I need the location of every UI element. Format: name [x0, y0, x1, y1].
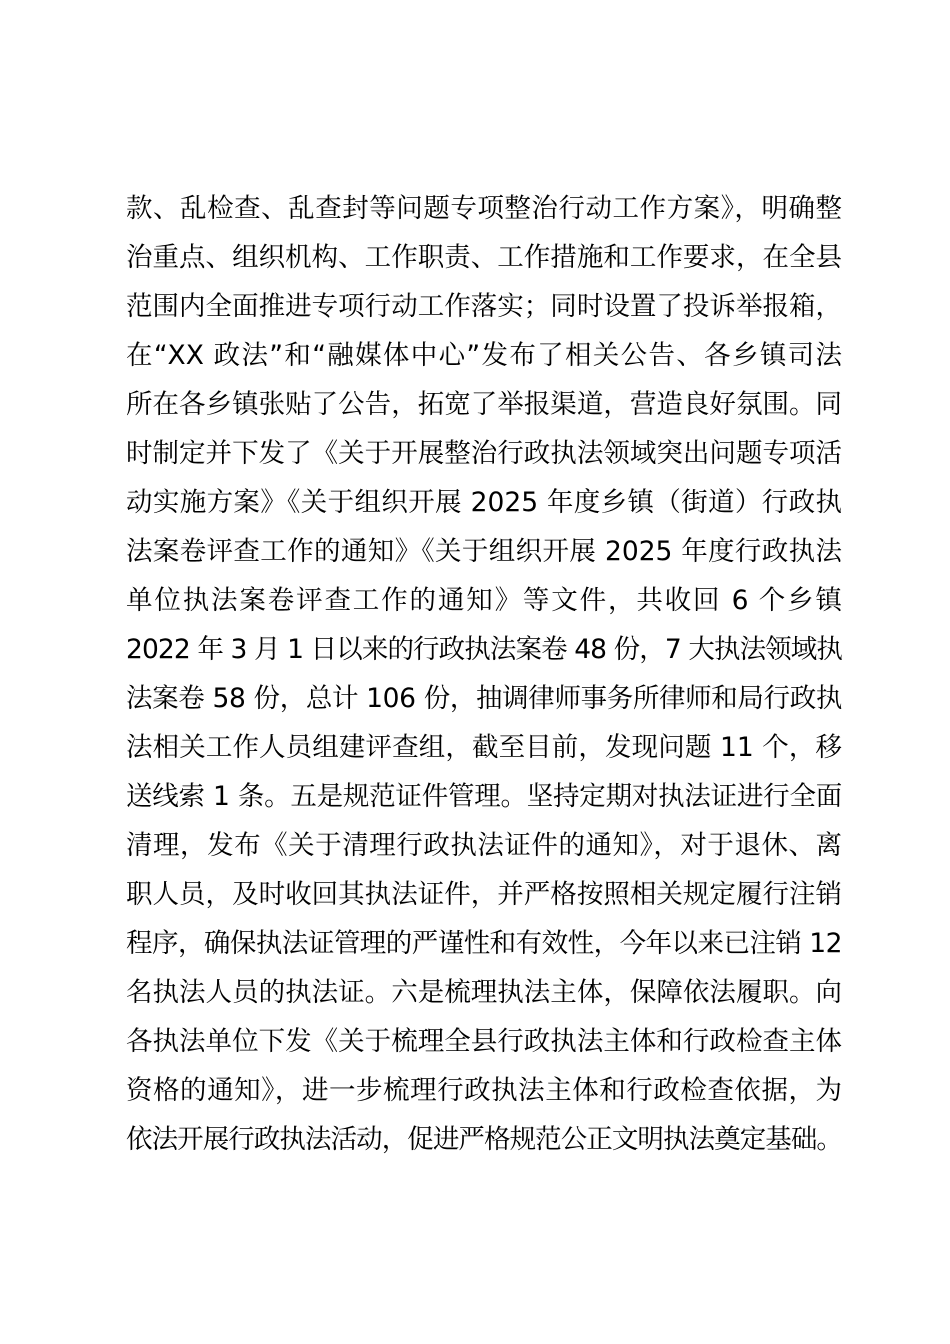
text-line-6: 时制定并下发了《关于开展整治行政执法领域突出问题专项活 [126, 438, 842, 469]
text-line-5: 所在各乡镇张贴了公告，拓宽了举报渠道，营造良好氛围。同 [126, 389, 842, 420]
text-line-9: 单位执法案卷评查工作的通知》等文件，共收回 6 个乡镇 [126, 585, 842, 616]
text-line-14: 清理，发布《关于清理行政执法证件的通知》，对于退休、离 [126, 830, 842, 861]
body-paragraph [126, 184, 842, 1164]
text-line-7: 动实施方案》《关于组织开展 2025 年度乡镇（街道）行政执 [126, 487, 842, 518]
text-line-10: 2022 年 3 月 1 日以来的行政执法案卷 48 份，7 大执法领域执 [126, 634, 842, 665]
text-line-15: 职人员，及时收回其执法证件，并严格按照相关规定履行注销 [126, 879, 842, 910]
text-line-2: 治重点、组织机构、工作职责、工作措施和工作要求，在全县 [126, 242, 842, 273]
text-line-13: 送线索 1 条。五是规范证件管理。坚持定期对执法证进行全面 [126, 781, 842, 812]
text-line-4: 在“XX 政法”和“融媒体中心”发布了相关公告、各乡镇司法 [126, 340, 842, 371]
text-line-11: 法案卷 58 份，总计 106 份，抽调律师事务所律师和局行政执 [126, 683, 842, 714]
text-line-8: 法案卷评查工作的通知》《关于组织开展 2025 年度行政执法 [126, 536, 842, 567]
text-line-16: 程序，确保执法证管理的严谨性和有效性，今年以来已注销 12 [126, 928, 842, 959]
text-line-1: 款、乱检查、乱查封等问题专项整治行动工作方案》，明确整 [126, 193, 842, 224]
text-line-12: 法相关工作人员组建评查组，截至目前，发现问题 11 个，移 [126, 732, 842, 763]
text-line-19: 资格的通知》，进一步梳理行政执法主体和行政检查依据，为 [126, 1075, 842, 1106]
text-line-3: 范围内全面推进专项行动工作落实；同时设置了投诉举报箱， [126, 291, 842, 322]
text-line-18: 各执法单位下发《关于梳理全县行政执法主体和行政检查主体 [126, 1026, 842, 1057]
text-line-20: 依法开展行政执法活动，促进严格规范公正文明执法奠定基础。 [126, 1124, 842, 1155]
text-line-17: 名执法人员的执法证。六是梳理执法主体，保障依法履职。向 [126, 977, 842, 1008]
